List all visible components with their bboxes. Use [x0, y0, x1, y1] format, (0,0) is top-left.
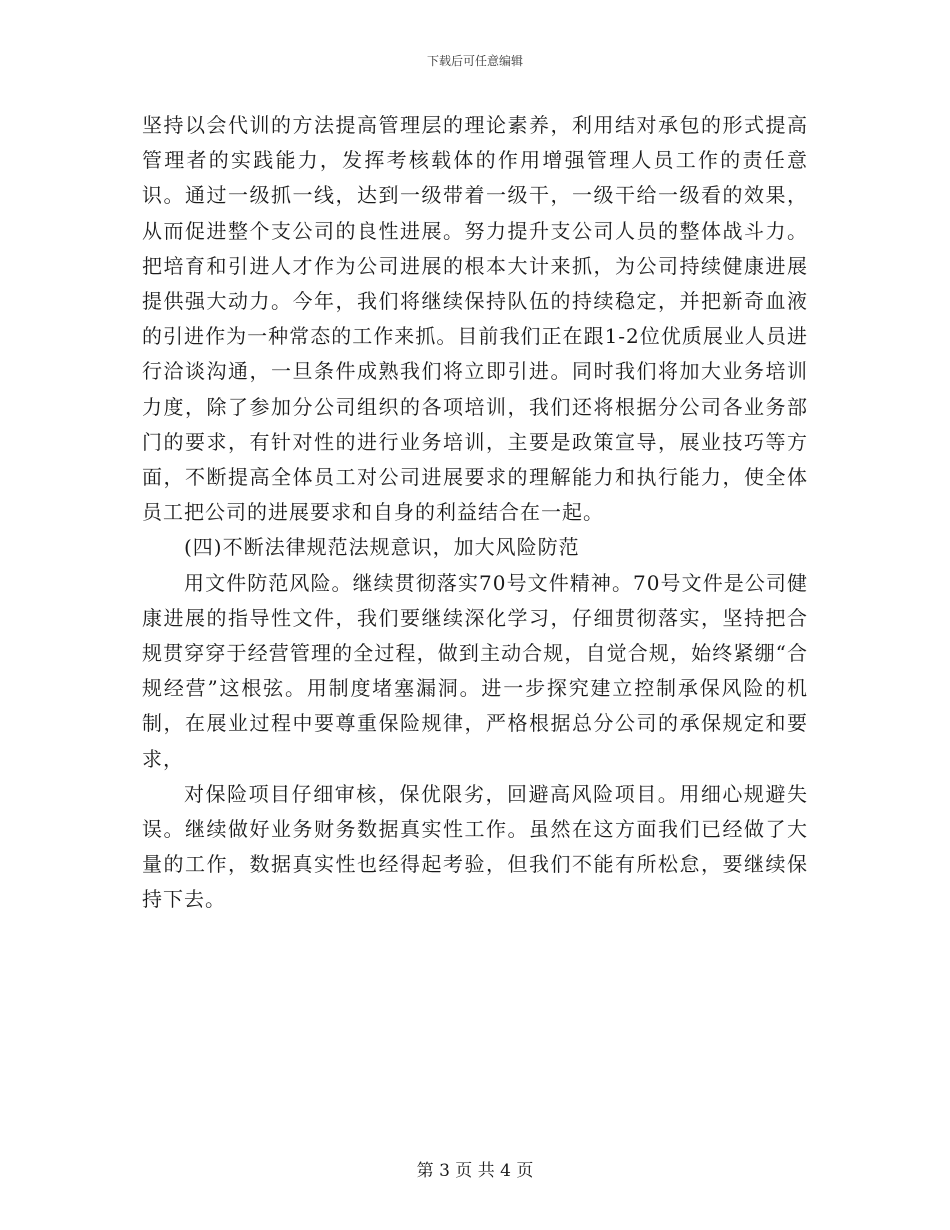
paragraph-2: 用文件防范风险。继续贯彻落实70号文件精神。70号文件是公司健康进展的指导性文件，我们要继续深化学习，仔细贯彻落实，坚持把合规贯穿穿于经营管理的全过程，做到主动合规，自觉合规，始终紧绷“合规经营”这根弦。用制度堵塞漏洞。进一步探究建立控制承保风险的机制，在展业过程中要尊重保险规律，严格根据总分公司的承保规定和要求， — [142, 570, 808, 771]
document-body — [142, 108, 808, 918]
page-footer: 第 3 页 共 4 页 — [416, 1161, 534, 1181]
paragraph-3: 对保险项目仔细审核，保优限劣，回避高风险项目。用细心规避失误。继续做好业务财务数据真实性工作。虽然在这方面我们已经做了大量的工作，数据真实性也经得起考验，但我们不能有所松怠，要继续保持下去。 — [142, 781, 808, 912]
page-header: 下载后可任意编辑 — [426, 54, 523, 68]
paragraph-1: 坚持以会代训的方法提高管理层的理论素养，利用结对承包的形式提高管理者的实践能力，发挥考核载体的作用增强管理人员工作的责任意识。通过一级抓一线，达到一级带着一级干，一级干给一级看的效果，从而促进整个支公司的良性进展。努力提升支公司人员的整体战斗力。把培育和引进人才作为公司进展的根本大计来抓，为公司持续健康进展提供强大动力。今年，我们将继续保持队伍的持续稳定，并把新奇血液的引进作为一种常态的工作来抓。目前我们正在跟1-2位优质展业人员进行洽谈沟通，一旦条件成熟我们将立即引进。同时我们将加大业务培训力度，除了参加分公司组织的各项培训，我们还将根据分公司各业务部门的要求，有针对性的进行业务培训，主要是政策宣导，展业技巧等方面，不断提高全体员工对公司进展要求的理解能力和执行能力，使全体员工把公司的进展要求和自身的利益结合在一起。 — [142, 113, 808, 525]
section-heading: (四)不断法律规范法规意识，加大风险防范 — [184, 535, 580, 560]
